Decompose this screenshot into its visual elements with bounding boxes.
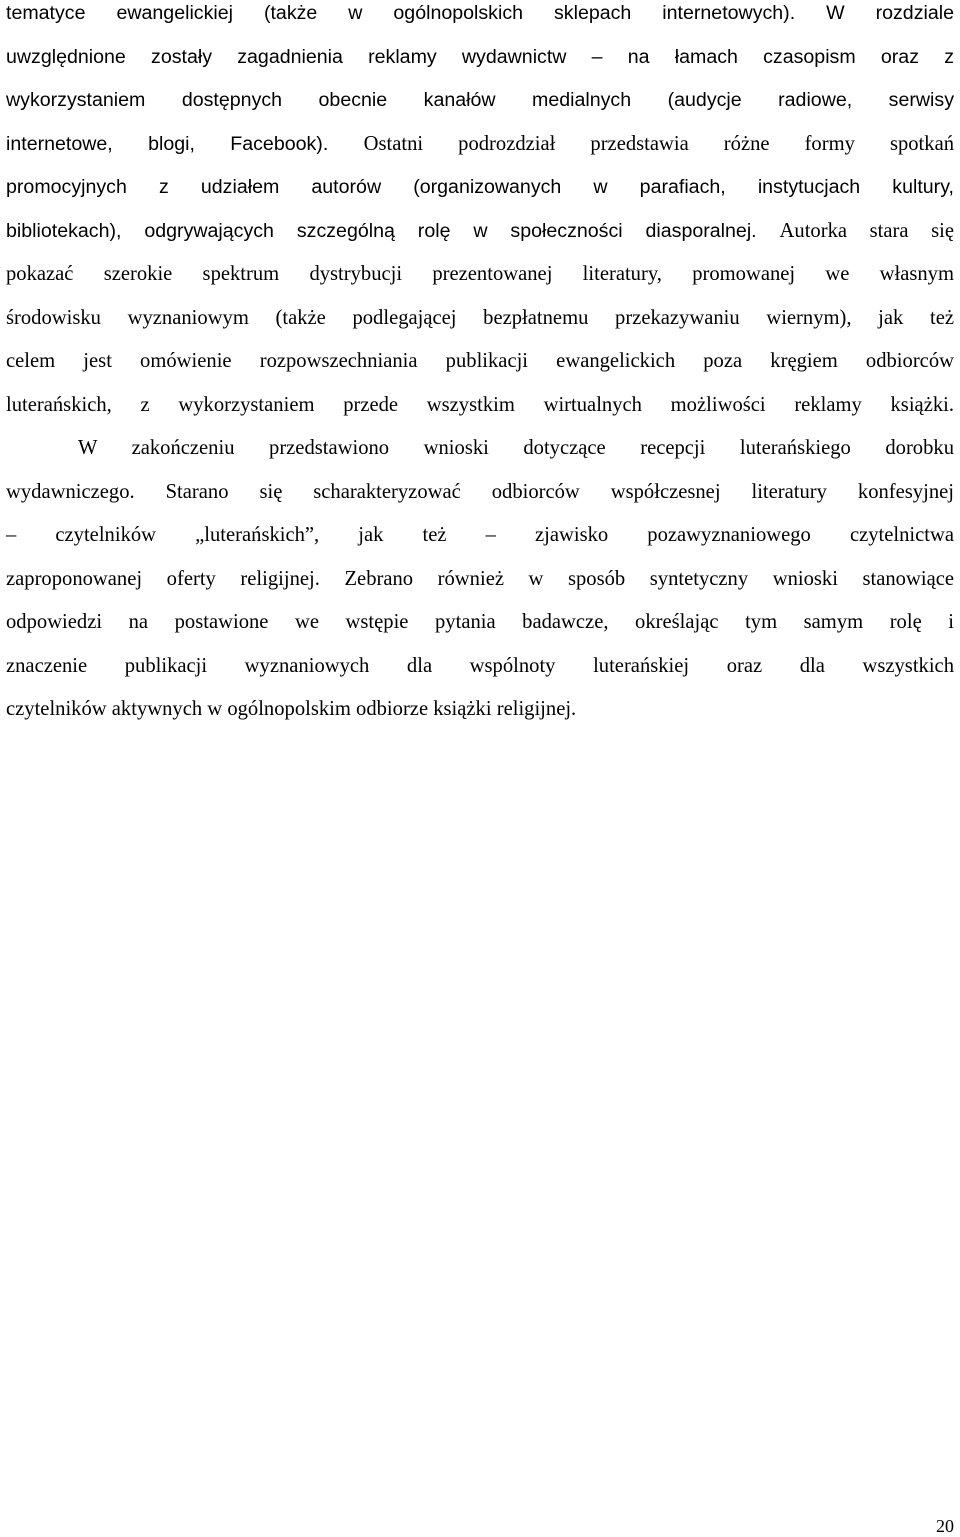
text-line-14: zaproponowanej oferty religijnej. Zebrano również w sposób syntetyczny wnioski stanowiące — [6, 567, 954, 590]
text-line-10: luterańskich, z wykorzystaniem przede wszystkim wirtualnych możliwości reklamy książki. — [6, 393, 954, 416]
text-line-6-part-2: Autorka stara się — [779, 219, 954, 242]
text-line-12: wydawniczego. Starano się scharakteryzować odbiorców współczesnej literatury konfesyjnej — [6, 480, 954, 503]
text-line-17: czytelników aktywnych w ogólnopolskim odbiorze książki religijnej. — [6, 698, 577, 720]
text-line-8: środowisku wyznaniowym (także podlegającej bezpłatnemu przekazywaniu wiernym), jak też — [6, 306, 954, 329]
body-text — [6, 0, 954, 732]
text-line-9: celem jest omówienie rozpowszechniania publikacji ewangelickich poza kręgiem odbiorców — [6, 350, 954, 372]
text-line-1: tematyce ewangelickiej (także w ogólnopolskich sklepach internetowych). W rozdziale — [6, 2, 954, 24]
text-line-11: W zakończeniu przedstawiono wnioski dotyczące recepcji luterańskiego dorobku — [78, 437, 954, 459]
text-line-16: znaczenie publikacji wyznaniowych dla wspólnoty luterańskiej oraz dla wszystkich — [6, 654, 954, 677]
text-line-4-part-2: Ostatni podrozdział przedstawia różne formy spotkań — [363, 132, 955, 155]
text-line-6-part-1: bibliotekach), odgrywających szczególną rolę w społeczności diasporalnej. — [6, 219, 780, 242]
text-line-13: – czytelników „luterańskich”, jak też – zjawisko pozawyznaniowego czytelnictwa — [6, 524, 954, 546]
text-line-5: promocyjnych z udziałem autorów (organizowanych w parafiach, instytucjach kultury, — [6, 176, 954, 198]
text-line-3: wykorzystaniem dostępnych obecnie kanałów medialnych (audycje radiowe, serwisy — [6, 89, 954, 111]
text-line-2: uwzględnione zostały zagadnienia reklamy wydawnictw – na łamach czasopism oraz z — [6, 45, 954, 68]
text-line-15: odpowiedzi na postawione we wstępie pytania badawcze, określając tym samym rolę i — [6, 611, 954, 633]
text-line-4-part-1: internetowe, blogi, Facebook). — [6, 132, 364, 155]
page-number: 20 — [936, 1516, 954, 1536]
text-line-4 — [6, 123, 954, 167]
text-line-6 — [6, 210, 954, 254]
text-line-7: pokazać szerokie spektrum dystrybucji prezentowanej literatury, promowanej we własnym — [6, 263, 954, 285]
